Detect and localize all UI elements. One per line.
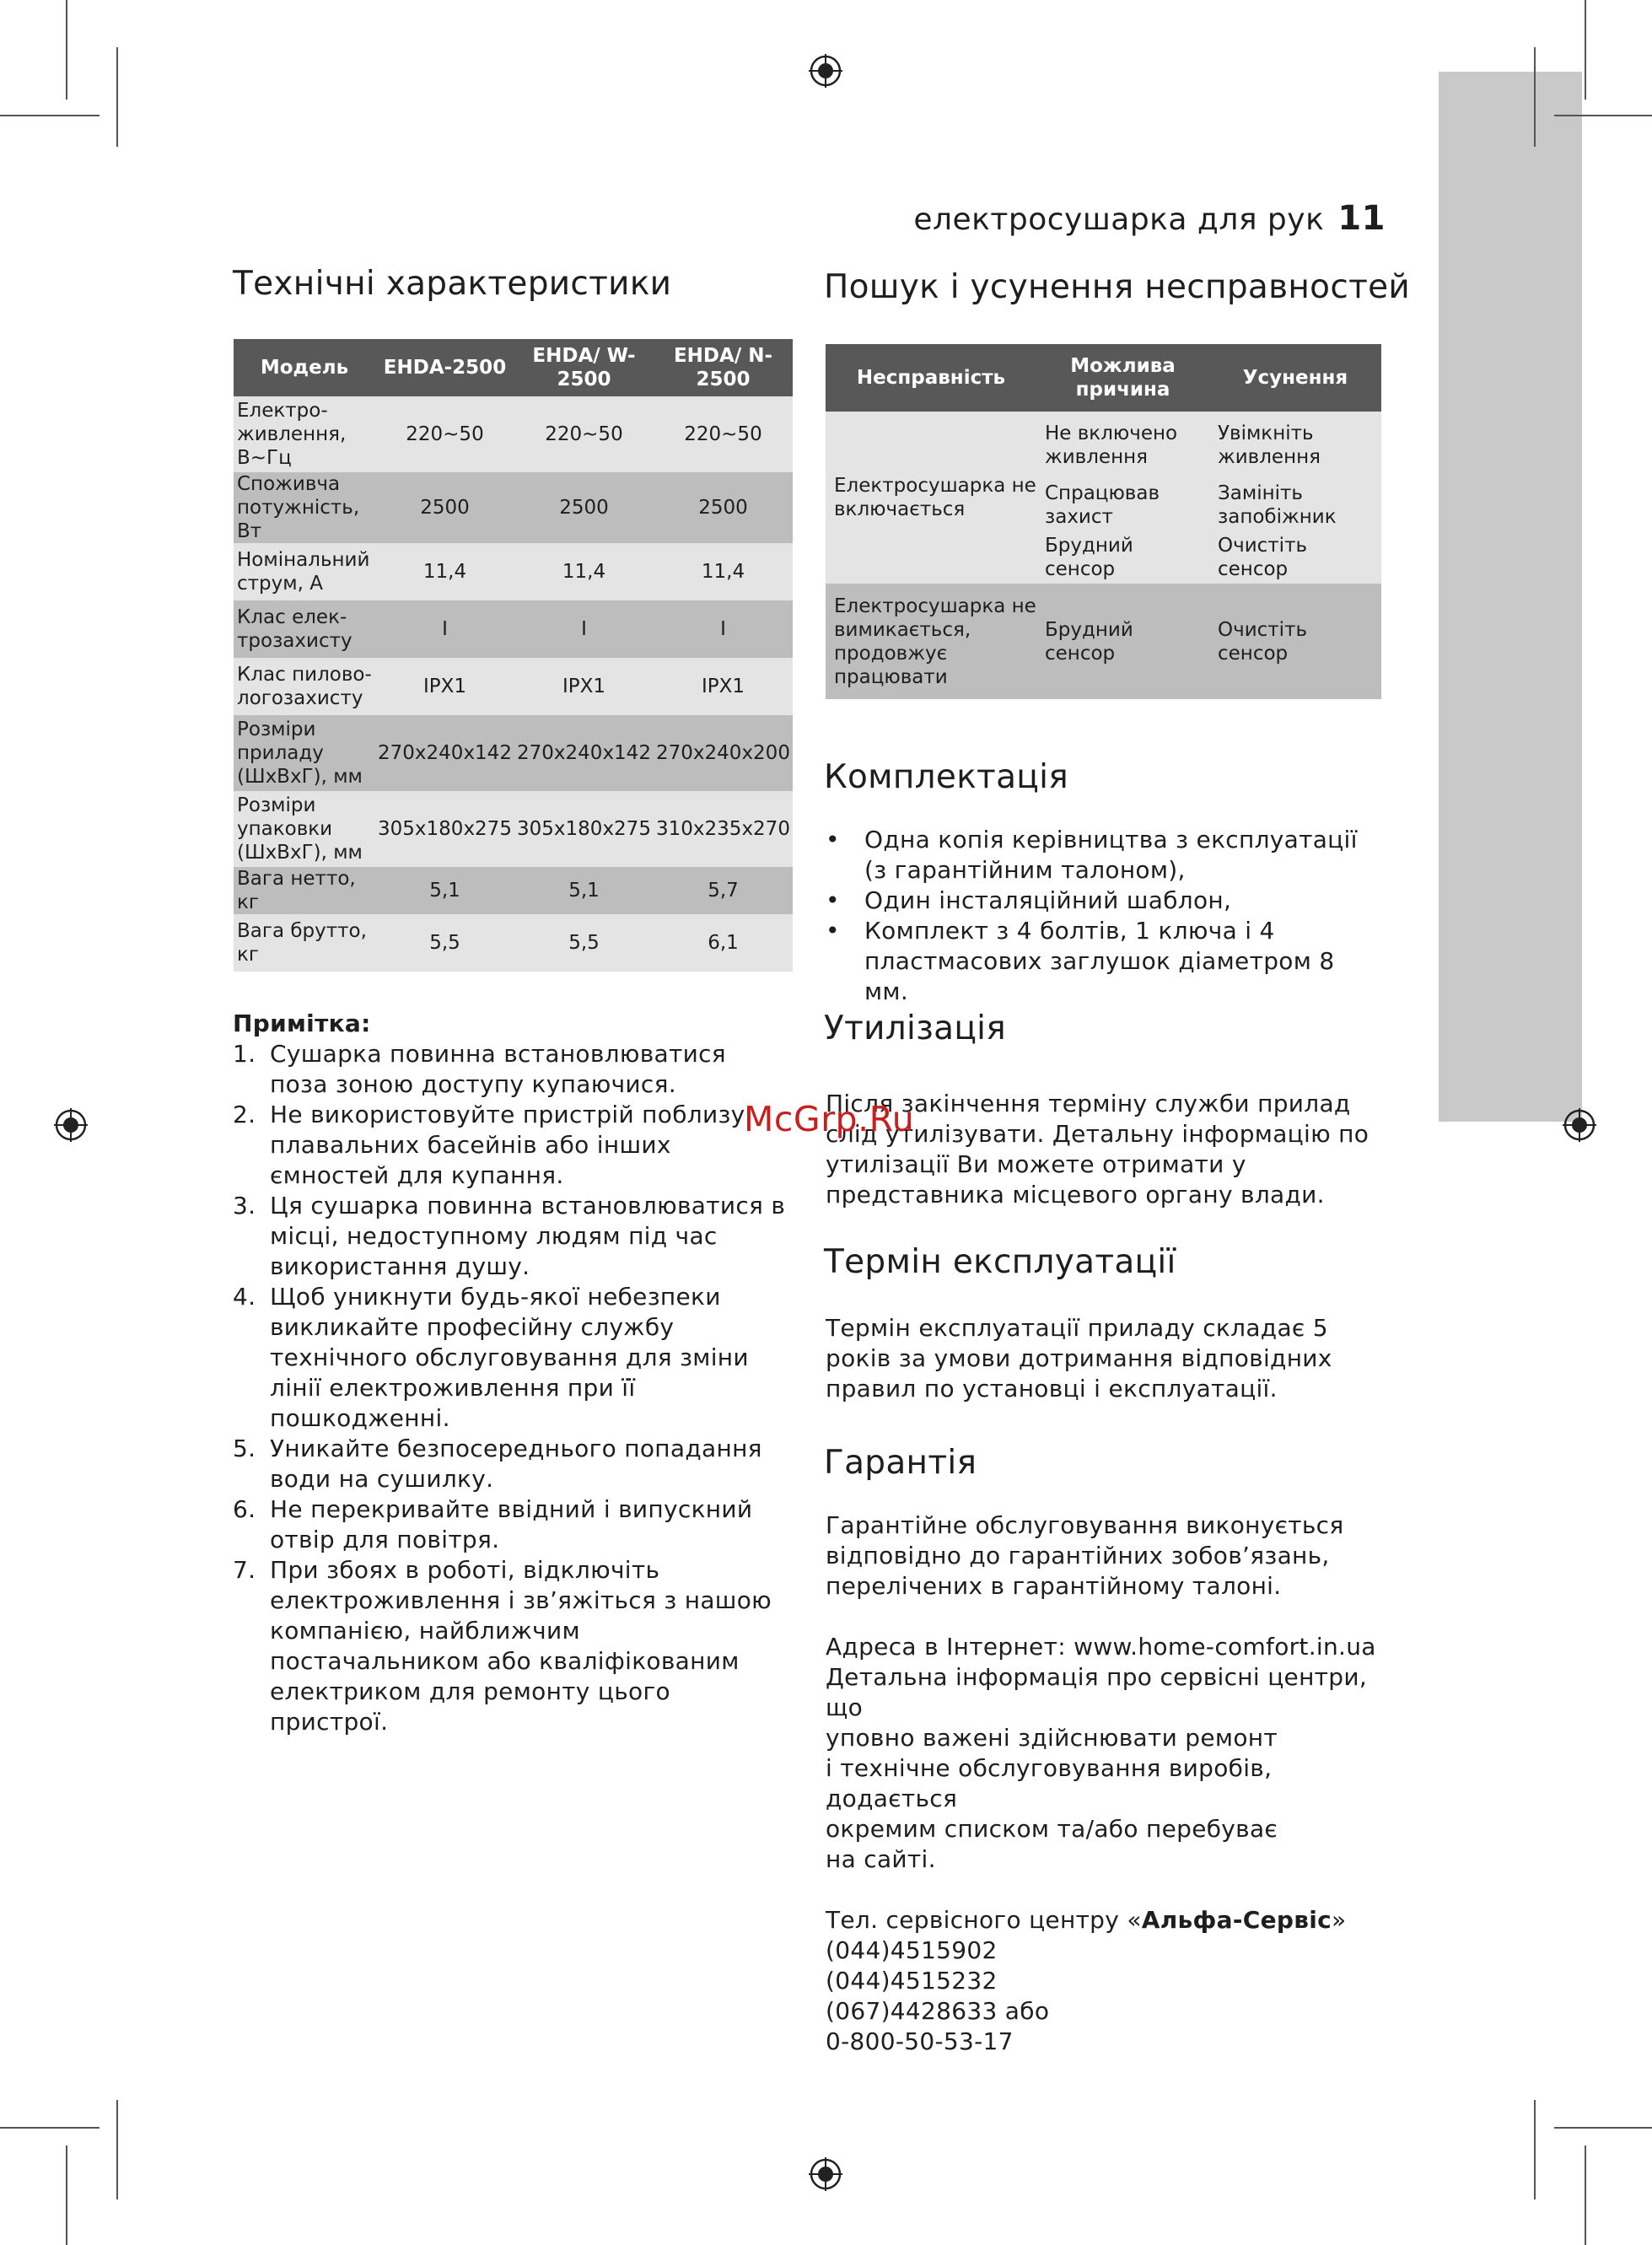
spec-value: 305x180x275 bbox=[514, 791, 654, 867]
specs-col-header: Модель bbox=[234, 339, 375, 396]
table-row bbox=[234, 791, 793, 867]
spec-value: 5,5 bbox=[514, 914, 654, 972]
warranty-info-line: і технічне обслуговування виробів, додається bbox=[826, 1754, 1273, 1812]
fix-cell: Очистіть сенсор bbox=[1209, 531, 1381, 584]
service-center-name: Альфа-Сервіс bbox=[1141, 1906, 1332, 1934]
spec-value: 11,4 bbox=[514, 543, 654, 600]
phone-number: (044)4515902 bbox=[826, 1936, 998, 1964]
warranty-paragraph: Гарантійне обслуговування виконується відповідно до гарантійних зобов’язань, перелічених в гарантійному талоні. bbox=[826, 1511, 1344, 1600]
spec-value: 305x180x275 bbox=[375, 791, 514, 867]
spec-value: 270x240x200 bbox=[654, 715, 793, 791]
spec-value: 220~50 bbox=[654, 396, 793, 472]
spec-value: 5,1 bbox=[375, 867, 514, 914]
spec-label: Розміри приладу (ШхВхГ), мм bbox=[234, 715, 375, 791]
crop-mark bbox=[1585, 2145, 1586, 2245]
service-center-prefix: Тел. сервісного центру « bbox=[826, 1906, 1142, 1934]
list-item-text: Один інсталяційний шаблон, bbox=[864, 886, 1232, 914]
warranty-info-line: на сайті. bbox=[826, 1845, 936, 1873]
spec-label: Номінальний струм, А bbox=[234, 543, 375, 600]
table-row bbox=[234, 543, 793, 600]
spec-value: I bbox=[514, 600, 654, 658]
registration-mark-icon bbox=[809, 54, 842, 88]
warranty-section bbox=[826, 1510, 1382, 2057]
table-row bbox=[234, 658, 793, 715]
warranty-info-line: окремим списком та/або перебуває bbox=[826, 1815, 1278, 1843]
specs-col-header: EHDA-2500 bbox=[375, 339, 514, 396]
spec-value: 6,1 bbox=[654, 914, 793, 972]
crop-mark bbox=[116, 2100, 118, 2199]
service-life-text: Термін експлуатації приладу складає 5 років за умови дотримання відповідних правил по установці і експлуатації. bbox=[826, 1314, 1332, 1402]
cause-cell: Не включено живлення bbox=[1036, 412, 1209, 479]
list-item-text: Ця сушарка повинна встановлюватися в місці, недоступному людям під час використання душу. bbox=[270, 1192, 786, 1280]
list-number: 5. bbox=[233, 1435, 256, 1462]
notes-title: Примітка: bbox=[233, 1009, 371, 1037]
spec-label: Розміри упаковки (ШхВхГ), мм bbox=[234, 791, 375, 867]
crop-mark bbox=[0, 2127, 100, 2129]
list-number: 7. bbox=[233, 1556, 256, 1584]
crop-mark bbox=[1534, 2100, 1536, 2199]
table-row bbox=[826, 584, 1381, 699]
crop-mark bbox=[116, 47, 118, 147]
list-item bbox=[233, 1100, 789, 1191]
list-number: 6. bbox=[233, 1495, 256, 1523]
spec-value: 11,4 bbox=[375, 543, 514, 600]
warranty-info-line: Детальна інформація про сервісні центри, що bbox=[826, 1663, 1368, 1721]
table-row bbox=[826, 412, 1381, 479]
list-item bbox=[233, 1555, 789, 1737]
crop-mark bbox=[1534, 47, 1536, 147]
registration-mark-icon bbox=[809, 2157, 842, 2191]
troubleshooting-col-header: Усунення bbox=[1209, 344, 1381, 412]
spec-label: Клас елек- трозахисту bbox=[234, 600, 375, 658]
warranty-info-line: уповно важені здійснювати ремонт bbox=[826, 1724, 1278, 1752]
crop-mark bbox=[66, 0, 67, 100]
kit-list bbox=[826, 825, 1374, 1007]
warranty-website-line: Адреса в Інтернет: www.home-comfort.in.ua bbox=[826, 1633, 1376, 1661]
kit-section bbox=[826, 825, 1374, 1007]
specs-header-row bbox=[234, 339, 793, 396]
list-item-text: Комплект з 4 болтів, 1 ключа і 4 пластмасових заглушок діаметром 8 мм. bbox=[864, 917, 1335, 1005]
list-item-text: Уникайте безпосереднього попадання води на сушилку. bbox=[270, 1435, 762, 1493]
fix-cell: Увімкніть живлення bbox=[1209, 412, 1381, 479]
notes-section bbox=[233, 1009, 789, 1737]
troubleshooting-col-header: Можлива причина bbox=[1036, 344, 1209, 412]
list-item bbox=[233, 1039, 789, 1100]
list-item-text: Сушарка повинна встановлюватися поза зоною доступу купаючися. bbox=[270, 1040, 726, 1098]
bullet-icon: • bbox=[826, 826, 840, 853]
disposal-text: Після закінчення терміну служби прилад слід утилізувати. Детальну інформацію по утилізації Ви можете отримати у представника місцевого органу влади. bbox=[826, 1090, 1369, 1209]
spec-label: Клас пилово- логозахисту bbox=[234, 658, 375, 715]
bullet-icon: • bbox=[826, 886, 840, 914]
table-row bbox=[234, 914, 793, 972]
fault-cell: Електросушарка не вимикається, продовжує працювати bbox=[826, 584, 1036, 699]
troubleshooting-table bbox=[826, 344, 1381, 699]
spec-value: IPX1 bbox=[654, 658, 793, 715]
registration-mark-icon bbox=[54, 1108, 88, 1142]
spec-value: IPX1 bbox=[514, 658, 654, 715]
list-item-text: Щоб уникнути будь-якої небезпеки викликайте професійну службу технічного обслуговування для зміни лінії електроживлення при її пошкодженні. bbox=[270, 1283, 749, 1432]
list-item bbox=[233, 1434, 789, 1494]
troubleshooting-header-row bbox=[826, 344, 1381, 412]
list-item bbox=[233, 1494, 789, 1555]
side-tab-bar bbox=[1439, 72, 1582, 1122]
crop-mark bbox=[1554, 2127, 1652, 2129]
table-row bbox=[234, 396, 793, 472]
list-number: 1. bbox=[233, 1040, 256, 1068]
list-item bbox=[826, 825, 1374, 886]
list-item-text: При збоях в роботі, відключіть електроживлення і зв’яжіться з нашою компанією, найближчим постачальником або кваліфікованим електриком для ремонту цього пристрої. bbox=[270, 1556, 772, 1736]
spec-value: 5,7 bbox=[654, 867, 793, 914]
list-item bbox=[826, 886, 1374, 916]
spec-value: 11,4 bbox=[654, 543, 793, 600]
watermark: McGrp.Ru bbox=[744, 1099, 915, 1139]
service-center-suffix: » bbox=[1332, 1906, 1347, 1934]
page-header-title: електросушарка для рук bbox=[913, 202, 1325, 237]
crop-mark bbox=[0, 115, 100, 116]
specs-col-header: EHDA/ W-2500 bbox=[514, 339, 654, 396]
notes-list bbox=[233, 1039, 789, 1737]
table-row bbox=[234, 600, 793, 658]
crop-mark bbox=[1585, 0, 1586, 100]
phone-number: (067)4428633 або bbox=[826, 1997, 1050, 2025]
spec-label: Вага брутто, кг bbox=[234, 914, 375, 972]
table-row bbox=[234, 867, 793, 914]
spec-value: 5,5 bbox=[375, 914, 514, 972]
fault-cell: Електросушарка не включається bbox=[826, 412, 1036, 584]
crop-mark bbox=[1554, 115, 1652, 116]
specs-col-header: EHDA/ N-2500 bbox=[654, 339, 793, 396]
crop-mark bbox=[66, 2145, 67, 2245]
table-row bbox=[234, 472, 793, 543]
list-item-text: Не використовуйте пристрій поблизу плавальних басейнів або інших ємностей для купання. bbox=[270, 1101, 745, 1189]
disposal-heading: Утилізація bbox=[824, 1009, 1007, 1047]
spec-value: 5,1 bbox=[514, 867, 654, 914]
spec-value: 220~50 bbox=[514, 396, 654, 472]
list-number: 2. bbox=[233, 1101, 256, 1128]
spec-label: Споживча потужність, Вт bbox=[234, 472, 375, 543]
specs-heading: Технічні характеристики bbox=[233, 265, 672, 303]
service-life-heading: Термін експлуатації bbox=[824, 1243, 1176, 1281]
list-item-text: Одна копія керівництва з експлуатації (з гарантійним талоном), bbox=[864, 826, 1358, 884]
spec-value: 2500 bbox=[375, 472, 514, 543]
phone-number: (044)4515232 bbox=[826, 1967, 998, 1995]
fix-cell: Очистіть сенсор bbox=[1209, 584, 1381, 699]
list-number: 4. bbox=[233, 1283, 256, 1311]
warranty-heading: Гарантія bbox=[824, 1444, 977, 1482]
page-header bbox=[913, 199, 1386, 238]
bullet-icon: • bbox=[826, 917, 840, 945]
spec-label: Вага нетто, кг bbox=[234, 867, 375, 914]
page-number: 11 bbox=[1337, 199, 1386, 238]
spec-value: 2500 bbox=[514, 472, 654, 543]
list-item bbox=[233, 1191, 789, 1282]
table-row bbox=[234, 715, 793, 791]
cause-cell: Брудний сенсор bbox=[1036, 531, 1209, 584]
cause-cell: Спрацював захист bbox=[1036, 479, 1209, 531]
list-item bbox=[233, 1282, 789, 1434]
kit-heading: Комплектація bbox=[824, 758, 1069, 796]
service-center-line bbox=[826, 1905, 1382, 1935]
fix-cell: Замініть запобіжник bbox=[1209, 479, 1381, 531]
spec-label: Електро- живлення, В~Гц bbox=[234, 396, 375, 472]
list-item bbox=[826, 916, 1374, 1007]
troubleshooting-heading: Пошук і усунення несправностей bbox=[824, 268, 1411, 306]
specs-table bbox=[234, 339, 793, 972]
spec-value: IPX1 bbox=[375, 658, 514, 715]
troubleshooting-col-header: Несправність bbox=[826, 344, 1036, 412]
spec-value: 310x235x270 bbox=[654, 791, 793, 867]
cause-cell: Брудний сенсор bbox=[1036, 584, 1209, 699]
spec-value: I bbox=[375, 600, 514, 658]
spec-value: 220~50 bbox=[375, 396, 514, 472]
spec-value: 270x240x142 bbox=[375, 715, 514, 791]
registration-mark-icon bbox=[1563, 1108, 1596, 1142]
phone-number: 0-800-50-53-17 bbox=[826, 2027, 1014, 2055]
list-number: 3. bbox=[233, 1192, 256, 1219]
spec-value: 2500 bbox=[654, 472, 793, 543]
spec-value: I bbox=[654, 600, 793, 658]
spec-value: 270x240x142 bbox=[514, 715, 654, 791]
list-item-text: Не перекривайте ввідний і випускний отвір для повітря. bbox=[270, 1495, 753, 1553]
